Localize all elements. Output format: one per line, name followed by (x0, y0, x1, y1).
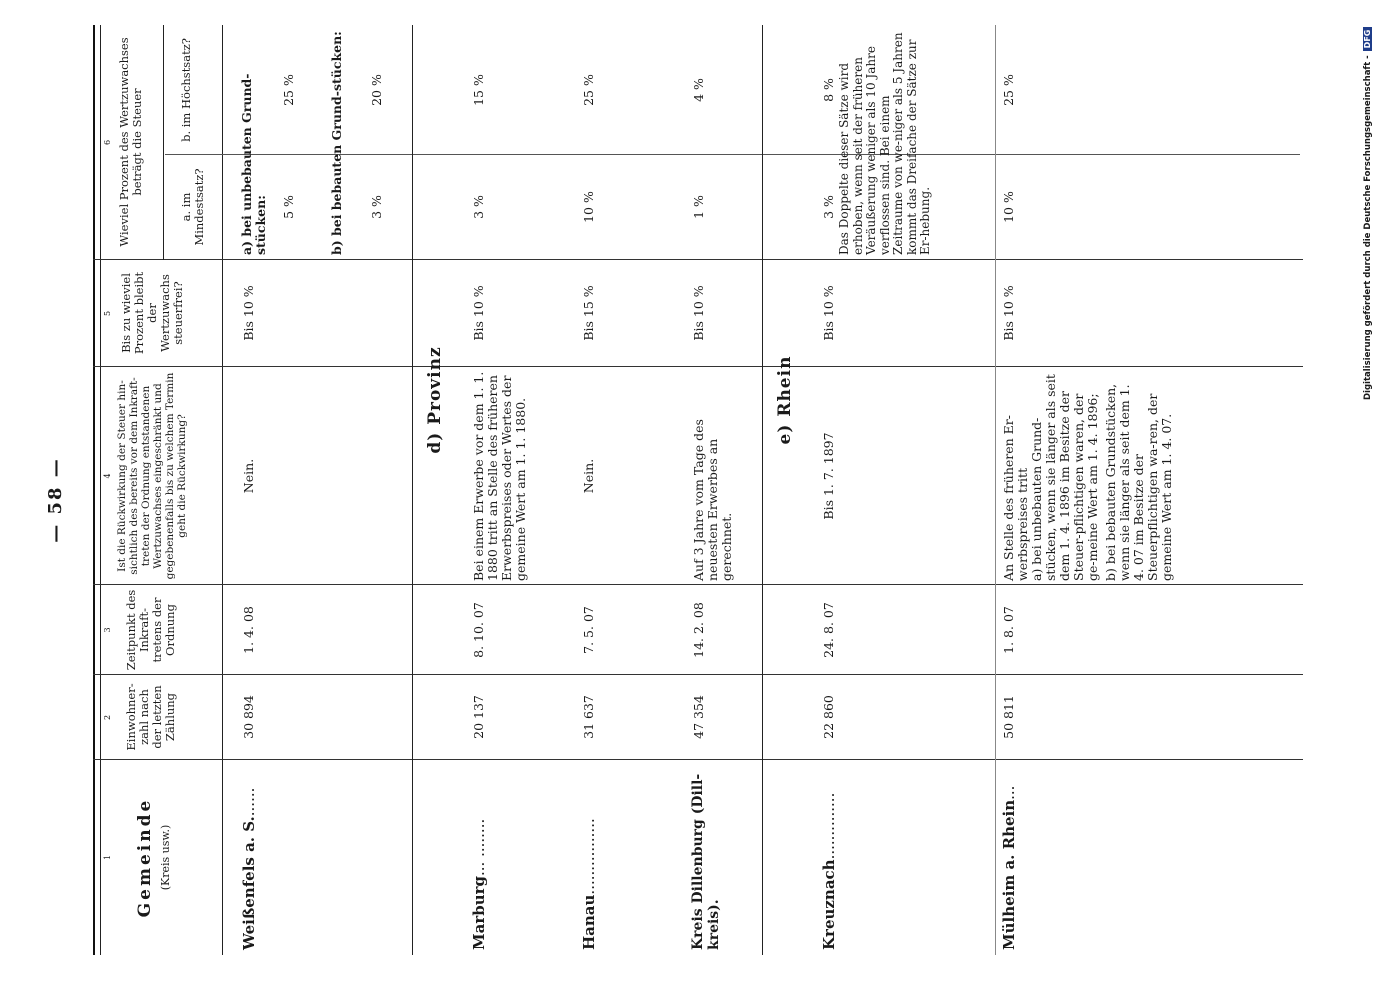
row-muelheim-steuerfrei: Bis 10 % (1001, 285, 1016, 341)
col-number-3: 3 (103, 627, 112, 633)
row-dillenburg-zeitpunkt: 14. 2. 08 (691, 602, 706, 658)
row-weissenfels-steuerfrei: Bis 10 % (241, 285, 256, 341)
col-number-5: 5 (103, 310, 112, 317)
header-gemeinde-title: Gemeinde (135, 797, 155, 918)
row-weissenfels-name: Weißenfels a. S....... (240, 787, 258, 950)
header-einwohner: Einwohner-zahl nach der letzten Zählung (124, 683, 177, 751)
row-marburg-rueckwirkung: Bei einem Erwerbe vor dem 1. 1. 1880 tritt an Stelle des früheren Erwerbspreises oder Wertes der gemeine Wert am 1. 1. 1880. (471, 371, 528, 581)
row-marburg-min: 3 % (471, 195, 486, 219)
row-weissenfels-satz-b-label: b) bei bebauten Grund-stücken: (329, 31, 344, 255)
header-gemeinde-sub: (Kreis usw.) (159, 824, 172, 891)
row-weissenfels-einwohner: 30 894 (241, 695, 256, 739)
row-kreuznach-zeitpunkt: 24. 8. 07 (821, 602, 836, 658)
row-kreuznach-note: Das Doppelte dieser Sätze wird erhoben, wenn seit der früheren Veräußerung weniger als 10 Jahre verflossen sind. Bei einem Zeitraume von we-niger als 5 Jahren kommt das Dreifache der Sätze zur Er-hebung. (837, 32, 932, 255)
row-hanau-max: 25 % (581, 74, 596, 106)
header-mindestsatz: a. im Mindestsatz? (179, 168, 206, 246)
table-top-rule-inner (100, 25, 101, 955)
header-prozent-title: Wieviel Prozent des Wertzuwachses beträgt die Steuer (117, 37, 144, 247)
col-rule-1 (93, 759, 1303, 760)
row-marburg-steuerfrei: Bis 10 % (471, 285, 486, 341)
col-number-4: 4 (103, 473, 112, 479)
dfg-logo: DFG (1363, 27, 1372, 52)
row-muelheim-rueckwirkung-a: a) bei unbebauten Grund-stücken, wenn sie länger als seit dem 1. 4. 1896 im Besitze der Steuer-pflichtigen waren, der ge-meine Wert am 1. 4. 1896; (1029, 374, 1100, 581)
page-number: — 58 — (45, 457, 66, 543)
section-d-label: d) Provinz (425, 346, 445, 454)
dfg-credit (1363, 27, 1373, 400)
col-rule-3 (93, 584, 1303, 585)
row-rule-muelheim (995, 25, 996, 955)
row-kreuznach-min: 3 % (821, 195, 836, 219)
row-hanau-name: Hanau................ (580, 818, 598, 950)
section-e-label: e) Rhein (775, 355, 795, 445)
row-dillenburg-min: 1 % (691, 195, 706, 219)
row-weissenfels-rueckwirkung: Nein. (241, 458, 256, 494)
row-muelheim-rueckwirkung-b: b) bei bebauten Grundstücken, wenn sie länger als seit dem 1. 4. 07 im Besitze der Steuerpflichtigen wa-ren, der gemeine Wert am 1. 4. 07. (1103, 383, 1174, 581)
col-number-2: 2 (103, 714, 112, 721)
row-dillenburg-einwohner: 47 354 (691, 695, 706, 739)
col-rule-2 (93, 674, 1303, 675)
row-weissenfels-satz-a-min: 5 % (281, 195, 296, 219)
row-marburg-einwohner: 20 137 (471, 695, 486, 739)
row-weissenfels-satz-a-max: 25 % (281, 74, 296, 106)
header-zeitpunkt: Zeitpunkt des Inkraft-tretens der Ordnung (124, 589, 177, 671)
row-weissenfels-satz-b-min: 3 % (369, 195, 384, 219)
row-dillenburg-name: Kreis Dillenburg (Dill-kreis). (690, 773, 722, 950)
row-muelheim-zeitpunkt: 1. 8. 07 (1001, 606, 1016, 654)
row-weissenfels-zeitpunkt: 1. 4. 08 (241, 606, 256, 654)
row-muelheim-einwohner: 50 811 (1001, 695, 1016, 739)
row-weissenfels-satz-a-label: a) bei unbebauten Grund-stücken: (239, 73, 268, 255)
row-muelheim-rueckwirkung-intro: An Stelle des früheren Er-werbspreises tritt (1001, 414, 1030, 581)
col-rule-5 (93, 259, 1303, 260)
header-hoechstsatz: b. im Höchstsatz? (179, 38, 193, 142)
col-number-1: 1 (103, 854, 112, 861)
row-kreuznach-name: Kreuznach.............. (820, 792, 838, 950)
row-muelheim-min: 10 % (1001, 191, 1016, 223)
row-dillenburg-steuerfrei: Bis 10 % (691, 285, 706, 341)
row-hanau-steuerfrei: Bis 15 % (581, 285, 596, 341)
row-kreuznach-steuerfrei: Bis 10 % (821, 285, 836, 341)
row-marburg-name: Marburg... ........ (470, 818, 488, 950)
header-gemeinde (135, 765, 172, 950)
header-rueckwirkung: Ist die Rückwirkung der Steuer hin-sichtlich des bereits vor dem Inkraft-treten der Ordnung entstandenen Wertzuwachses eingeschränkt und gegebenenfalls bis zu welchem Termin geht die Rückwirkung? (116, 372, 188, 580)
row-hanau-zeitpunkt: 7. 5. 07 (581, 606, 596, 654)
row-kreuznach-max: 8 % (821, 78, 836, 102)
row-hanau-min: 10 % (581, 191, 596, 223)
row-muelheim-rueckwirkung (1002, 371, 1174, 581)
row-dillenburg-rueckwirkung: Auf 3 Jahre vom Tage des neuesten Erwerbes an gerechnet. (691, 419, 734, 581)
row-hanau-rueckwirkung: Nein. (581, 458, 596, 494)
dfg-credit-text: Digitalisierung gefördert durch die Deutsche Forschungsgemeinschaft - (1363, 55, 1373, 400)
section-rule-e (762, 25, 763, 955)
row-hanau-einwohner: 31 637 (581, 695, 596, 739)
col-rule-4 (93, 366, 1303, 367)
row-kreuznach-rueckwirkung: Bis 1. 7. 1897 (821, 432, 836, 520)
row-weissenfels-satz-b-max: 20 % (369, 74, 384, 106)
header-prozent-rule (163, 25, 164, 260)
row-muelheim-name: Mülheim a. Rhein... (1000, 785, 1018, 950)
col-number-6: 6 (103, 139, 112, 146)
header-steuerfrei: Bis zu wieviel Prozent bleibt der Wertzuwachs steuerfrei? (119, 271, 185, 355)
section-rule-d (412, 25, 413, 955)
row-kreuznach-einwohner: 22 860 (821, 695, 836, 739)
row-muelheim-max: 25 % (1001, 74, 1016, 106)
row-dillenburg-max: 4 % (691, 78, 706, 102)
row-marburg-zeitpunkt: 8. 10. 07 (471, 602, 486, 658)
table-top-rule (93, 25, 95, 955)
row-marburg-max: 15 % (471, 74, 486, 106)
header-bottom-rule (222, 25, 223, 955)
